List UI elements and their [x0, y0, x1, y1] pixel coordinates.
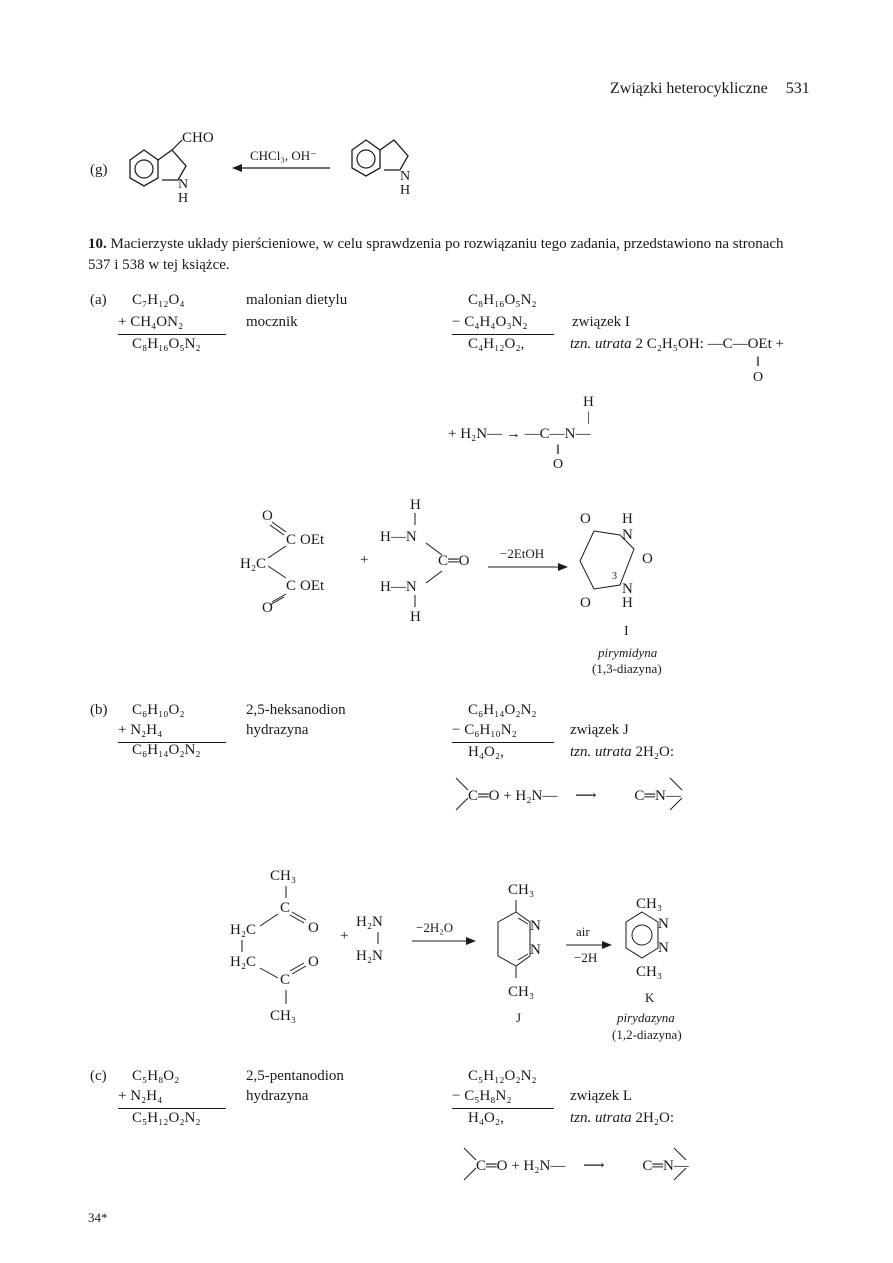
ring-h: H: [178, 191, 189, 206]
scheme-b-arrow2: [566, 940, 612, 950]
scheme-b-plus: +: [340, 928, 349, 944]
label-k: K: [645, 990, 655, 1005]
part-b-formula2: + N₂H₄: [118, 722, 163, 738]
amide-h: H: [583, 394, 594, 410]
part-a-sum: C₈H₁₆O₅N₂: [132, 336, 201, 352]
scheme-a-plus1: +: [360, 552, 369, 568]
part-a-name1: malonian dietylu: [246, 292, 348, 308]
scheme-b-reagent1: −2H₂O: [416, 920, 454, 935]
svg-text:H₂C: H₂C: [230, 954, 257, 970]
part-b-name2: hydrazyna: [246, 722, 309, 738]
cho-group: CHO: [182, 130, 214, 146]
part-c-formula1: C₅H₈O₂: [132, 1068, 180, 1084]
eq-arrow: ⟶: [575, 788, 597, 804]
indole-structure: [342, 132, 452, 202]
indole-3-carbaldehyde-structure: [120, 128, 240, 208]
svg-text:C═O: C═O: [438, 553, 470, 569]
part-c-right-result: H₄O₂,: [468, 1110, 504, 1126]
problem-number: 10.: [88, 236, 107, 252]
part-c-right-top: C₅H₁₂O₂N₂: [468, 1068, 537, 1084]
svg-text:H—N: H—N: [380, 579, 417, 595]
eq-c-bonds: [460, 1144, 720, 1184]
svg-text:N: N: [658, 940, 669, 956]
amide-carbonyl-o: O: [553, 457, 564, 472]
part-b-name1: 2,5-heksanodion: [246, 702, 346, 718]
part-b-formula1: C₆H₁₀O₂: [132, 702, 185, 718]
svg-text:N: N: [530, 942, 541, 958]
indole-h: H: [400, 183, 411, 198]
problem-text: Macierzyste układy pierścieniowe, w celu sprawdzenia po rozwiązaniu tego zadania, przedstawiono na stronach 537 i 538 w tej książce.: [88, 236, 784, 273]
svg-text:N: N: [658, 916, 669, 932]
header-title: Związki heterocykliczne: [610, 80, 768, 97]
signature-mark: 34*: [88, 1210, 108, 1225]
name-k: pirydazyna: [617, 1010, 675, 1025]
part-c-compound-label: związek L: [570, 1088, 633, 1104]
ester-carbonyl-o: O: [753, 370, 764, 385]
svg-text:CH₃: CH₃: [270, 868, 297, 884]
svg-text:CH₃: CH₃: [636, 964, 663, 980]
label-j: J: [516, 1010, 522, 1025]
indole-n: N: [400, 169, 411, 184]
svg-text:CH₃: CH₃: [636, 896, 663, 912]
svg-text:O: O: [262, 600, 273, 616]
svg-text:O: O: [580, 511, 591, 527]
problem-10-text: [88, 234, 808, 276]
svg-text:H—N: H—N: [380, 529, 417, 545]
svg-text:CH₃: CH₃: [270, 1008, 297, 1024]
part-a-compound-label: związek I: [572, 314, 630, 330]
part-c-name1: 2,5-pentanodion: [246, 1068, 344, 1084]
part-c-label: (c): [90, 1068, 107, 1084]
hydrazine-structure: [356, 910, 406, 970]
amide-fragment: + H₂N— → —C—N—: [448, 426, 591, 442]
part-c-name2: hydrazyna: [246, 1088, 309, 1104]
barbituric-ring-structure: [580, 505, 660, 615]
part-g-label: (g): [90, 162, 108, 178]
dihydropyridazine-structure: [486, 876, 556, 1006]
svg-text:H: H: [410, 497, 421, 513]
scheme-b-arrow1: [412, 936, 476, 946]
page-number: 531: [785, 80, 810, 97]
ring-n: N: [178, 177, 189, 192]
svg-text:N: N: [530, 918, 541, 934]
scheme-a-reagent: −2EtOH: [500, 546, 545, 561]
svg-text:3: 3: [612, 571, 617, 582]
svg-text:H: H: [622, 511, 633, 527]
loss-prefix: tzn. utrata: [570, 336, 632, 352]
part-b-label: (b): [90, 702, 108, 718]
svg-text:OEt: OEt: [300, 532, 325, 548]
hexanedione-structure: [230, 860, 340, 1040]
svg-text:H₂C: H₂C: [230, 922, 257, 938]
eq-right: C═N—: [634, 788, 681, 804]
svg-text:H: H: [622, 595, 633, 611]
part-a-formula2: + CH₄ON₂: [118, 314, 184, 330]
reagent-g: CHCl₃, OH⁻: [250, 148, 318, 163]
svg-text:CH₃: CH₃: [508, 984, 535, 1000]
running-header: [610, 80, 810, 98]
diethyl-malonate-structure: [240, 500, 360, 620]
svg-text:O: O: [308, 920, 319, 936]
part-c-formula2: + N₂H₄: [118, 1088, 163, 1104]
svg-text:H₂C: H₂C: [240, 556, 267, 572]
part-a-formula1: C₇H₁₂O₄: [132, 292, 185, 308]
name-k2: (1,2-diazyna): [612, 1027, 682, 1042]
ester-carbonyl-bond: ‖: [756, 355, 760, 370]
loss-value: 2 C₂H₅OH:: [635, 336, 704, 352]
svg-text:C: C: [280, 900, 291, 916]
svg-text:H₂N: H₂N: [356, 948, 383, 964]
part-a-name2: mocznik: [246, 314, 298, 330]
svg-text:N: N: [622, 581, 633, 597]
scheme-a-arrow: [488, 562, 568, 572]
amide-h-bond: |: [587, 410, 590, 425]
svg-text:O: O: [262, 508, 273, 524]
part-b-compound-label: związek J: [570, 722, 629, 738]
product-i-name: pirymidyna: [598, 645, 658, 660]
part-c-right-minus: − C₅H₈N₂: [452, 1088, 512, 1104]
part-c-sum: C₅H₁₂O₂N₂: [132, 1110, 201, 1126]
scheme-b-reagent2-bottom: −2H: [574, 950, 598, 965]
part-a-right-result: C₄H₁₂O₂,: [468, 336, 525, 352]
svg-text:N: N: [622, 527, 633, 543]
part-c-equation: C═O + H₂N— ⟶ C═N—: [476, 1158, 689, 1174]
ester-fragment: —C—OEt +: [707, 336, 784, 352]
product-i-label: I: [624, 624, 629, 639]
part-b-right-minus: − C₆H₁₀N₂: [452, 722, 517, 738]
svg-text:CH₃: CH₃: [508, 882, 535, 898]
part-c-loss: tzn. utrata 2H₂O:: [570, 1110, 674, 1126]
part-b-right-top: C₆H₁₄O₂N₂: [468, 702, 537, 718]
svg-text:C: C: [280, 972, 291, 988]
part-a-right-minus: − C₄H₄O₃N₂: [452, 314, 528, 330]
part-a-loss: [570, 336, 784, 353]
svg-text:C: C: [286, 532, 297, 548]
eq-left: C═O + H₂N—: [468, 788, 558, 804]
svg-text:H: H: [410, 609, 421, 625]
urea-structure: [380, 495, 480, 625]
part-b-sum: C₆H₁₄O₂N₂: [132, 742, 201, 758]
product-i-name2: (1,3-diazyna): [592, 661, 662, 676]
part-a-label: (a): [90, 292, 107, 308]
svg-text:O: O: [308, 954, 319, 970]
eq-b-bonds: [452, 774, 712, 814]
svg-text:C: C: [286, 578, 297, 594]
scheme-b-reagent2-top: air: [576, 924, 590, 939]
reaction-arrow-g: [232, 163, 332, 173]
part-b-right-result: H₄O₂,: [468, 744, 504, 760]
pyridazine-structure: [618, 892, 688, 988]
part-b-loss: tzn. utrata 2H₂O:: [570, 744, 674, 760]
part-a-right-top: C₈H₁₆O₅N₂: [468, 292, 537, 308]
svg-text:H₂N: H₂N: [356, 914, 383, 930]
svg-text:O: O: [580, 595, 591, 611]
amide-carbonyl-bond: ‖: [556, 443, 560, 458]
svg-text:O: O: [642, 551, 653, 567]
svg-text:OEt: OEt: [300, 578, 325, 594]
